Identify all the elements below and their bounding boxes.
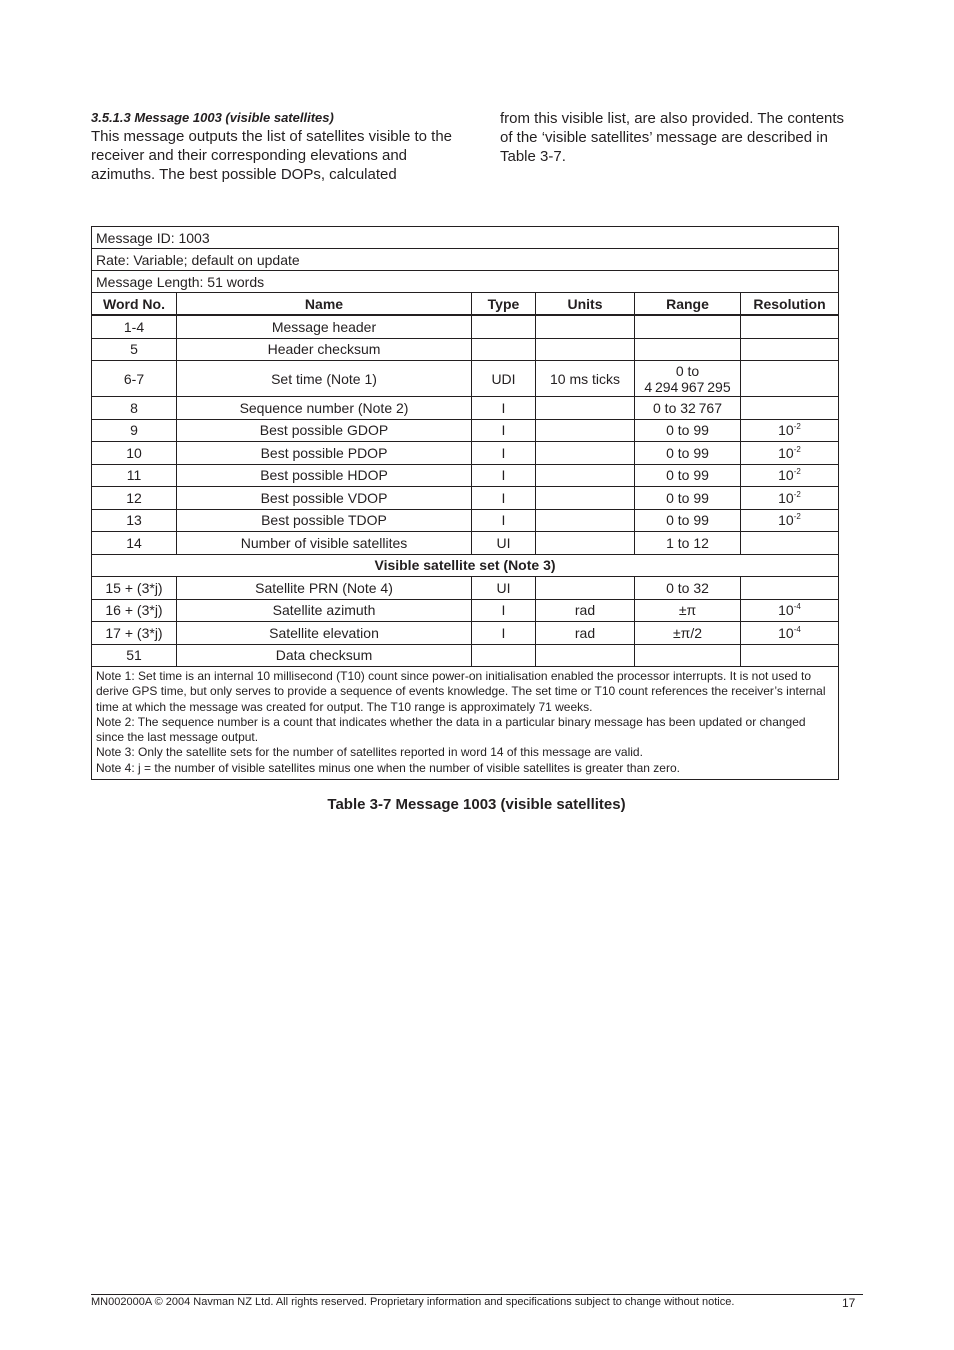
units-cell: rad	[536, 622, 635, 645]
info-row	[92, 249, 839, 271]
resolution-base: 10	[778, 602, 794, 619]
units-cell	[536, 644, 635, 667]
type-cell	[472, 644, 536, 667]
info-row	[92, 271, 839, 293]
word-cell: 8	[92, 397, 177, 420]
note-text: Note 3: Only the satellite sets for the number of satellites reported in word 14 of this message are valid.	[96, 745, 643, 760]
type-cell: I	[472, 442, 536, 465]
range-cell: 0 to 99	[635, 487, 741, 510]
resolution-exponent: -2	[793, 512, 801, 522]
resolution-cell	[741, 622, 839, 645]
type-cell: UI	[472, 577, 536, 600]
resolution-cell	[741, 577, 839, 600]
resolution-base: 10	[778, 422, 794, 439]
range-line: 0 to	[675, 362, 700, 379]
resolution-exponent: -2	[793, 489, 801, 499]
type-cell	[472, 338, 536, 361]
notes-row	[92, 667, 839, 780]
table-row	[92, 532, 839, 555]
word-cell: 5	[92, 338, 177, 361]
column-header: Name	[177, 293, 472, 316]
word-cell: 11	[92, 464, 177, 487]
name-cell: Satellite PRN (Note 4)	[177, 577, 472, 600]
word-cell: 10	[92, 442, 177, 465]
note-text: Note 2: The sequence number is a count that indicates whether the data in a particular binary message has been updated or changed since the last message output.	[96, 714, 806, 745]
info-cell: Message Length: 51 words	[92, 271, 839, 293]
range-cell: 0 to 99	[635, 419, 741, 442]
range-cell: 0 to 99	[635, 509, 741, 532]
right-paragraph: from this visible list, are also provided. The contents of the ‘visible satellites’ message are described in Table 3-7.	[500, 110, 845, 165]
units-cell	[536, 464, 635, 487]
table-row	[92, 509, 839, 532]
resolution-base: 10	[778, 467, 794, 484]
resolution-cell	[741, 442, 839, 465]
units-cell: 10 ms ticks	[536, 361, 635, 397]
type-cell: UI	[472, 532, 536, 555]
table-row	[92, 315, 839, 338]
word-cell: 17 + (3*j)	[92, 622, 177, 645]
name-cell: Best possible GDOP	[177, 419, 472, 442]
units-cell	[536, 338, 635, 361]
name-cell: Satellite elevation	[177, 622, 472, 645]
range-cell: 0 to 99	[635, 464, 741, 487]
resolution-cell	[741, 464, 839, 487]
name-cell: Message header	[177, 315, 472, 338]
resolution-exponent: -4	[793, 624, 801, 634]
name-cell: Satellite azimuth	[177, 599, 472, 622]
column-header: Range	[635, 293, 741, 316]
word-cell: 14	[92, 532, 177, 555]
type-cell: I	[472, 464, 536, 487]
resolution-cell	[741, 644, 839, 667]
note-text: Note 1: Set time is an internal 10 millisecond (T10) count since power-on initialisation enabled the processor interrupts. It is not used to derive GPS time, but only serves to provide a sequence of events knowledge. The set time or T10 count references the receiver’s internal time at which the message was created for output. The T10 range is approximately 71 weeks.	[96, 669, 826, 714]
table-row	[92, 464, 839, 487]
word-cell: 15 + (3*j)	[92, 577, 177, 600]
column-header: Word No.	[92, 293, 177, 316]
units-cell	[536, 577, 635, 600]
units-cell	[536, 442, 635, 465]
message-table	[91, 226, 839, 780]
info-cell: Message ID: 1003	[92, 227, 839, 249]
header-row	[92, 293, 839, 316]
name-cell: Best possible VDOP	[177, 487, 472, 510]
left-paragraph: This message outputs the list of satellites visible to the receiver and their corresponding elevations and azimuths. The best possible DOPs, calculated	[91, 128, 453, 183]
left-column	[91, 109, 461, 184]
table-row	[92, 442, 839, 465]
resolution-base: 10	[778, 624, 794, 641]
word-cell: 13	[92, 509, 177, 532]
units-cell	[536, 487, 635, 510]
type-cell: UDI	[472, 361, 536, 397]
name-cell: Number of visible satellites	[177, 532, 472, 555]
page-number: 17	[842, 1296, 856, 1310]
name-cell: Data checksum	[177, 644, 472, 667]
resolution-exponent: -2	[793, 422, 801, 432]
word-cell: 9	[92, 419, 177, 442]
table-row	[92, 622, 839, 645]
name-cell: Best possible TDOP	[177, 509, 472, 532]
resolution-cell	[741, 532, 839, 555]
range-cell	[635, 361, 741, 397]
range-line: 4 294 967 295	[644, 378, 731, 395]
resolution-cell	[741, 599, 839, 622]
resolution-cell	[741, 361, 839, 397]
name-cell: Header checksum	[177, 338, 472, 361]
word-cell: 12	[92, 487, 177, 510]
units-cell	[536, 419, 635, 442]
resolution-base: 10	[778, 489, 794, 506]
resolution-base: 10	[778, 512, 794, 529]
resolution-exponent: -2	[793, 444, 801, 454]
type-cell: I	[472, 599, 536, 622]
resolution-cell	[741, 338, 839, 361]
resolution-base: 10	[778, 444, 794, 461]
type-cell: I	[472, 397, 536, 420]
resolution-cell	[741, 487, 839, 510]
notes-cell	[92, 667, 839, 780]
range-cell	[635, 315, 741, 338]
table-row	[92, 577, 839, 600]
type-cell: I	[472, 419, 536, 442]
resolution-cell	[741, 315, 839, 338]
section-heading: 3.5.1.3 Message 1003 (visible satellites)	[91, 110, 334, 125]
word-cell: 16 + (3*j)	[92, 599, 177, 622]
units-cell: rad	[536, 599, 635, 622]
footer-copyright: MN002000A © 2004 Navman NZ Ltd. All rights reserved. Proprietary information and specifications subject to change without notice.	[91, 1296, 735, 1308]
name-cell: Sequence number (Note 2)	[177, 397, 472, 420]
column-header: Type	[472, 293, 536, 316]
type-cell: I	[472, 509, 536, 532]
column-header: Resolution	[741, 293, 839, 316]
type-cell: I	[472, 622, 536, 645]
units-cell	[536, 315, 635, 338]
range-cell: 0 to 99	[635, 442, 741, 465]
resolution-cell	[741, 397, 839, 420]
range-cell	[635, 644, 741, 667]
word-cell: 6-7	[92, 361, 177, 397]
resolution-cell	[741, 419, 839, 442]
type-cell: I	[472, 487, 536, 510]
table-row	[92, 397, 839, 420]
type-cell	[472, 315, 536, 338]
resolution-exponent: -2	[793, 467, 801, 477]
range-cell	[635, 338, 741, 361]
table-row	[92, 361, 839, 397]
range-cell: 1 to 12	[635, 532, 741, 555]
range-cell: 0 to 32	[635, 577, 741, 600]
range-cell: 0 to 32 767	[635, 397, 741, 420]
table-row	[92, 599, 839, 622]
info-row	[92, 227, 839, 249]
units-cell	[536, 509, 635, 532]
table-row	[92, 419, 839, 442]
name-cell: Best possible HDOP	[177, 464, 472, 487]
right-column	[500, 109, 845, 166]
table-row	[92, 644, 839, 667]
range-cell: ±π/2	[635, 622, 741, 645]
range-cell: ±π	[635, 599, 741, 622]
footer-divider	[91, 1294, 863, 1295]
info-cell: Rate: Variable; default on update	[92, 249, 839, 271]
name-cell: Best possible PDOP	[177, 442, 472, 465]
table-row	[92, 338, 839, 361]
group-label: Visible satellite set (Note 3)	[92, 554, 839, 577]
resolution-cell	[741, 509, 839, 532]
units-cell	[536, 532, 635, 555]
word-cell: 51	[92, 644, 177, 667]
units-cell	[536, 397, 635, 420]
word-cell: 1-4	[92, 315, 177, 338]
group-row	[92, 554, 839, 577]
note-text: Note 4: j = the number of visible satellites minus one when the number of visible satellites is greater than zero.	[96, 760, 680, 775]
table-caption: Table 3-7 Message 1003 (visible satellites)	[327, 796, 626, 813]
name-cell: Set time (Note 1)	[177, 361, 472, 397]
column-header: Units	[536, 293, 635, 316]
table-row	[92, 487, 839, 510]
resolution-exponent: -4	[793, 602, 801, 612]
message-table-body	[92, 227, 839, 780]
